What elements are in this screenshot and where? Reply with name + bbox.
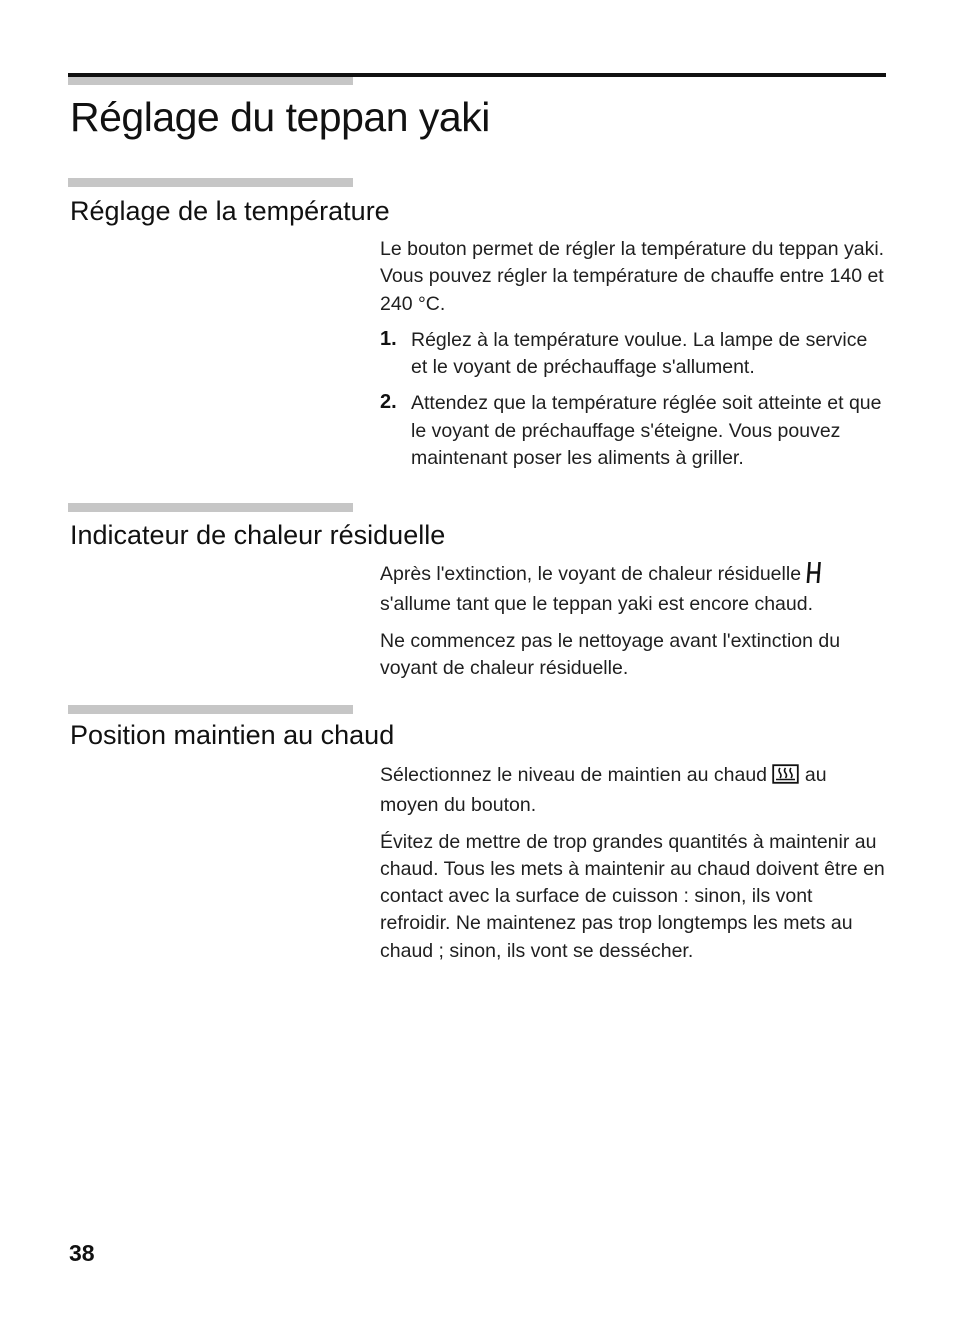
section-body-temperature	[380, 236, 886, 481]
residual-heat-para-2: Ne commencez pas le nettoyage avant l'extinction du voyant de chaleur résiduelle.	[380, 629, 841, 679]
temperature-intro: Le bouton permet de régler la température du teppan yaki. Vous pouvez régler la température de chauffe entre 140 et 240 °C.	[380, 238, 885, 315]
residual-heat-para-1: Après l'extinction, le voyant de chaleur résiduelle s'allume tant que le teppan yaki est encore chaud.	[380, 561, 886, 619]
keep-warm-para-2: Évitez de mettre de trop grandes quantités à maintenir au chaud. Tous les mets à maintenir au chaud doivent être en contact avec la surface de cuisson : sinon, ils vont refroidir. Ne maintenez pas trop longtemps les mets au chaud ; sinon, ils vont se dessécher.	[380, 830, 885, 962]
page-title: Réglage du teppan yaki	[70, 94, 490, 140]
title-rule-gray	[68, 76, 353, 85]
section-body-keep-warm	[380, 762, 886, 974]
step-number: 2.	[380, 391, 397, 414]
residual-heat-h-icon	[806, 562, 822, 591]
page-number: 38	[69, 1240, 95, 1266]
title-rule-black	[68, 73, 886, 77]
step-text: Réglez à la température voulue. La lampe de service et le voyant de préchauffage s'allument.	[411, 328, 868, 379]
section-heading-temperature: Réglage de la température	[70, 196, 390, 226]
step-2	[380, 390, 886, 472]
section-rule	[68, 178, 353, 187]
section-rule	[68, 503, 353, 512]
section-body-residual-heat	[380, 561, 886, 691]
section-heading-residual-heat: Indicateur de chaleur résiduelle	[70, 520, 446, 550]
keep-warm-para-1: Sélectionnez le niveau de maintien au chaud au moyen du bouton.	[380, 764, 827, 817]
step-text: Attendez que la température réglée soit atteinte et que le voyant de préchauffage s'éteigne. Vous pouvez maintenant poser les aliments à griller.	[411, 392, 882, 470]
step-1	[380, 327, 886, 382]
section-heading-keep-warm: Position maintien au chaud	[70, 720, 395, 750]
keep-warm-icon	[772, 764, 799, 792]
section-rule	[68, 705, 353, 714]
step-number: 1.	[380, 327, 397, 350]
